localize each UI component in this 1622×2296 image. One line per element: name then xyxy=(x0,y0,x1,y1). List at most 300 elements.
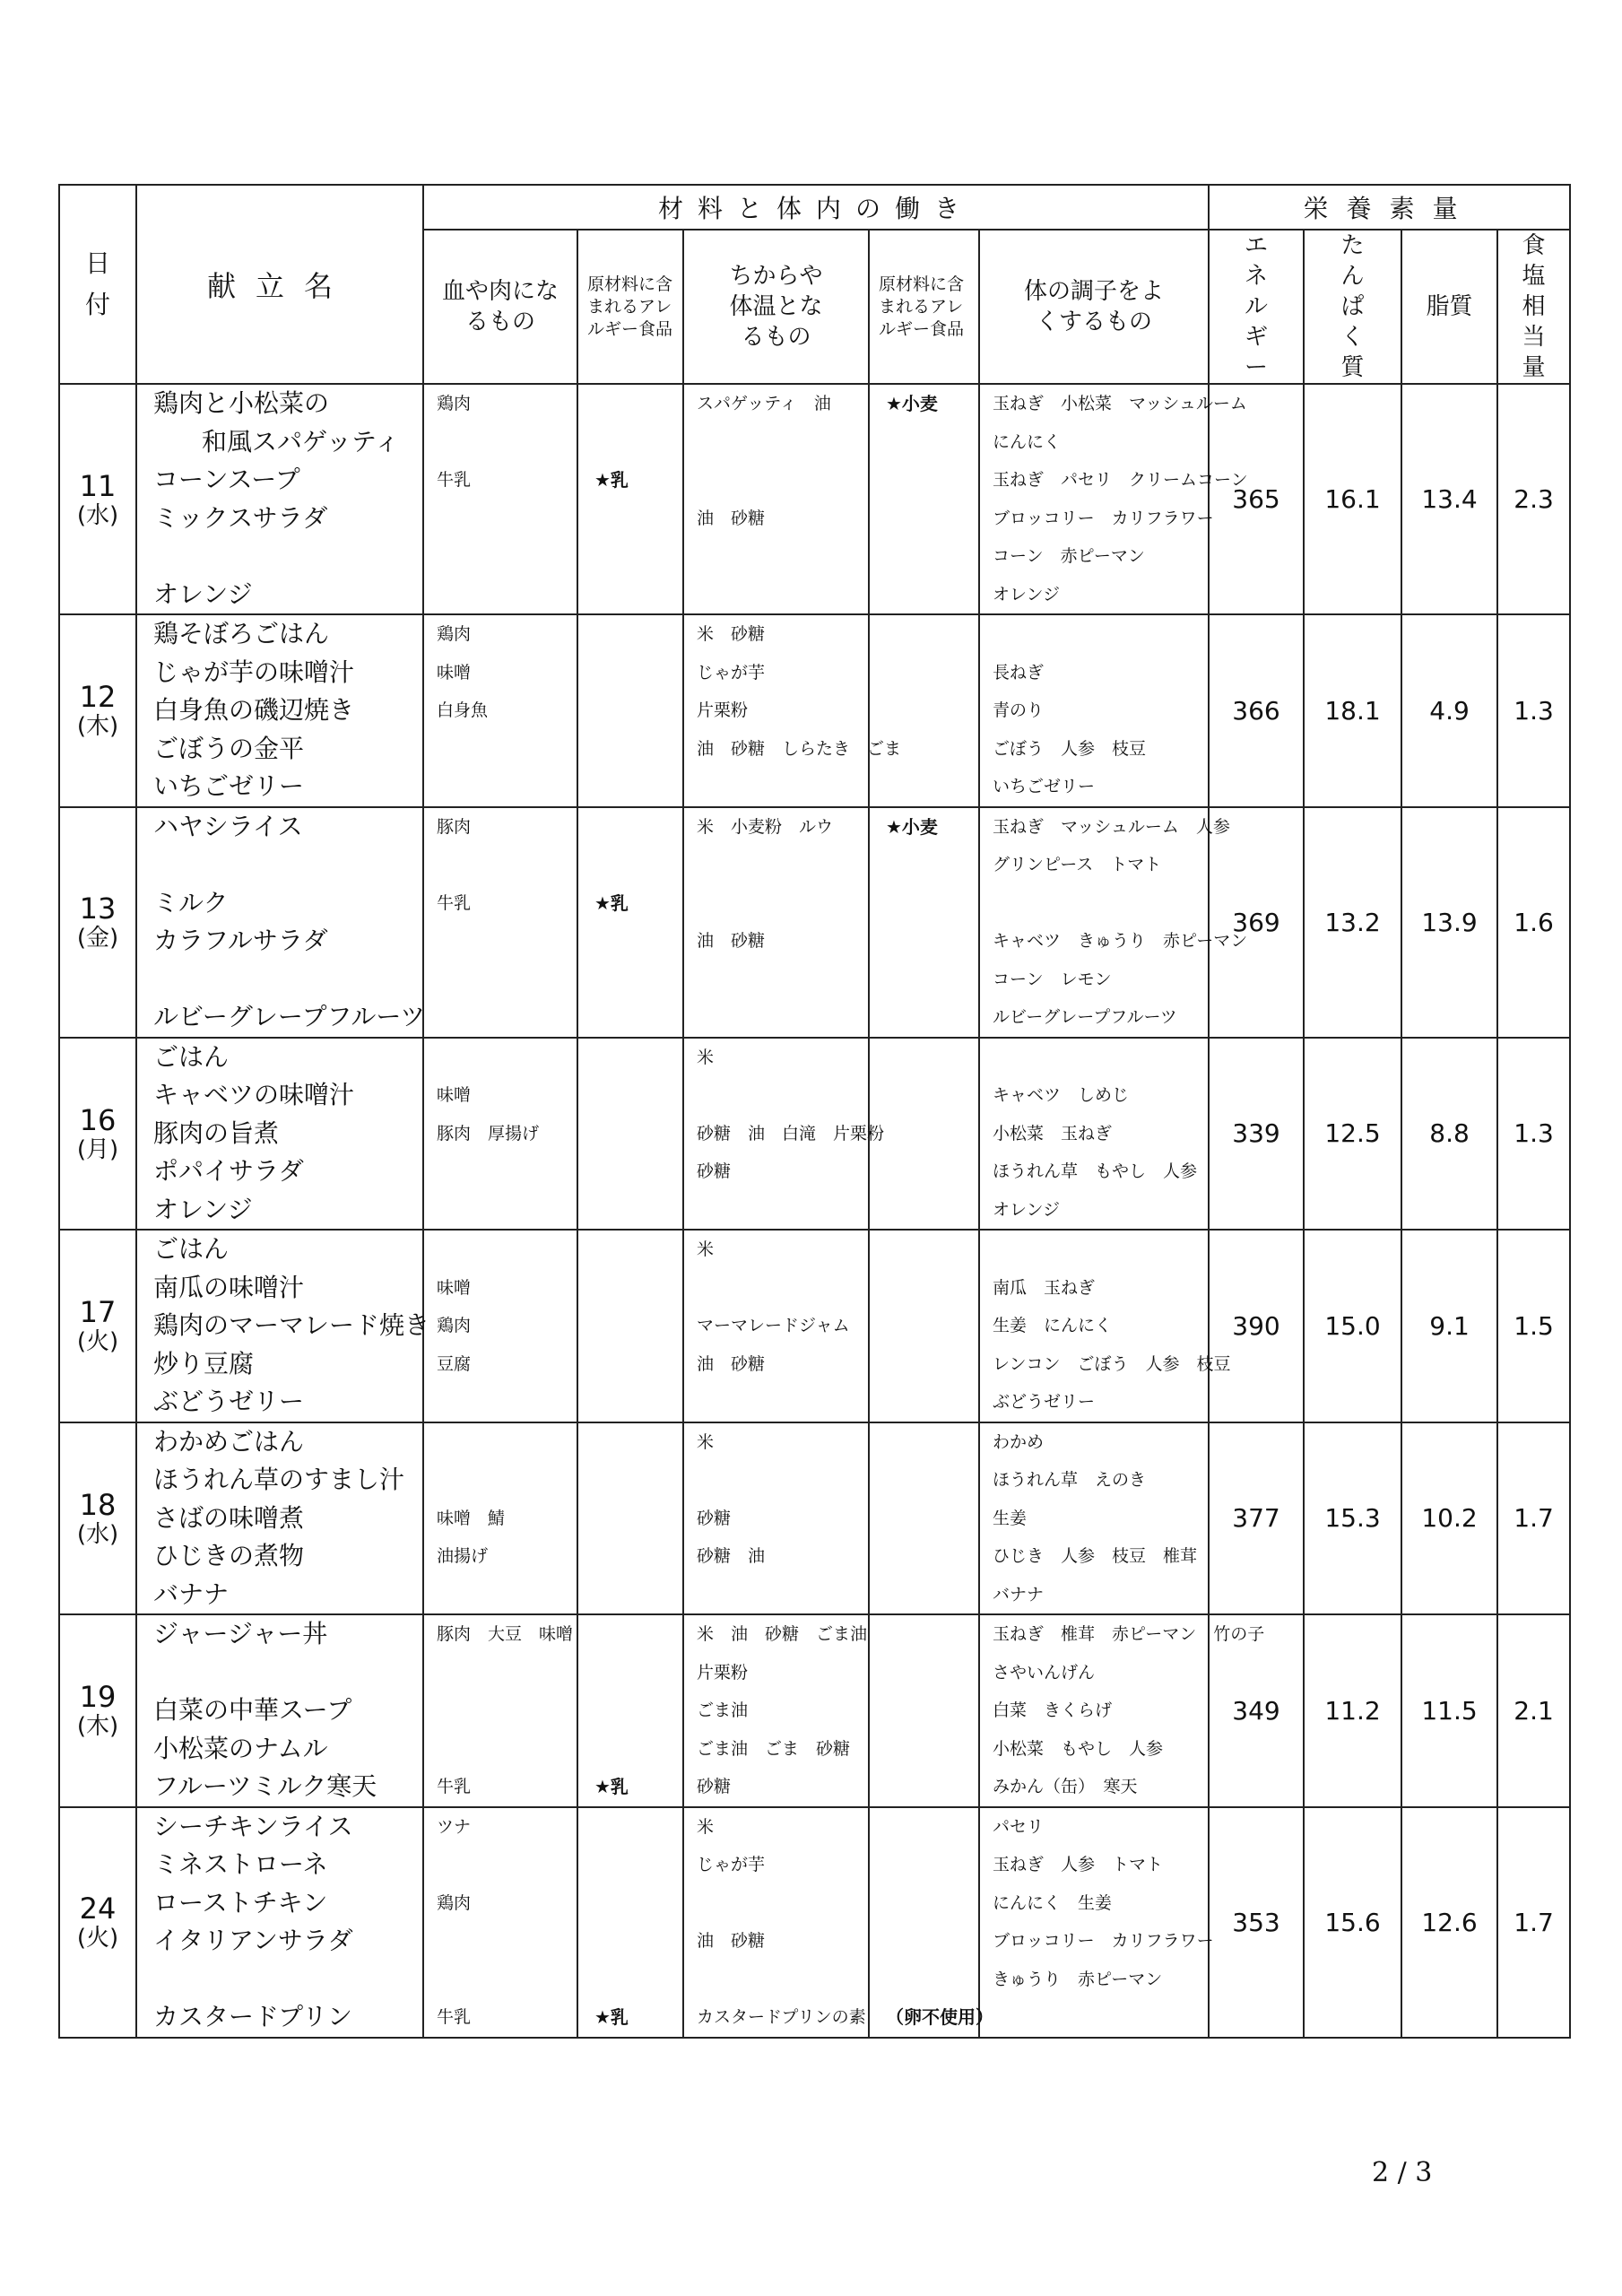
blood-meat-item xyxy=(424,1922,577,1961)
dish-name: じゃが芋の味噌汁 xyxy=(153,657,355,687)
allergy-item xyxy=(578,1423,682,1462)
energy-food-item: 米 xyxy=(697,1239,715,1259)
protein-value: 15.6 xyxy=(1304,1807,1401,2038)
day-number: 11 xyxy=(79,468,117,503)
dish-name: ジャージャー丼 xyxy=(153,1619,328,1648)
dish-name: イタリアンサラダ xyxy=(153,1926,353,1955)
fat-value: 8.8 xyxy=(1401,1038,1497,1231)
allergy-cell xyxy=(577,1230,683,1422)
dish-cell xyxy=(136,1038,423,1231)
allergy-item xyxy=(578,1615,682,1654)
allergy-item xyxy=(578,576,682,614)
energy-value: 369 xyxy=(1209,807,1304,1038)
allergy-item xyxy=(870,1383,978,1422)
blood-meat-item: 鶏肉 xyxy=(437,624,472,644)
blood-meat-cell xyxy=(423,614,577,807)
blood-meat-item xyxy=(424,576,577,614)
header-allergy-1: 原材料に含まれるアレルギー食品 xyxy=(577,230,683,384)
blood-meat-item: 豚肉 大豆 味噌 xyxy=(437,1624,574,1644)
dish-cell xyxy=(136,1230,430,1422)
allergy-item xyxy=(578,961,682,999)
dish-name: ごぼうの金平 xyxy=(153,733,305,763)
blood-meat-item: 味噌 xyxy=(437,1085,472,1105)
dish-name: カスタードプリン xyxy=(153,2002,353,2031)
energy-food-item xyxy=(684,1461,868,1500)
menu-row xyxy=(59,1038,1570,1231)
energy-food-item xyxy=(684,998,868,1037)
blood-meat-item: 油揚げ xyxy=(437,1546,489,1566)
body-condition-item: パセリ xyxy=(993,1816,1045,1837)
dish-name: ポパイサラダ xyxy=(153,1156,304,1186)
menu-row xyxy=(59,614,1570,807)
body-condition-item: 玉ねぎ 小松菜 マッシュルーム xyxy=(993,394,1247,413)
energy-food-item: ごま油 xyxy=(697,1700,749,1720)
energy-food-item: 砂糖 xyxy=(697,1777,732,1796)
body-condition-cell xyxy=(979,614,1209,807)
allergy-cell xyxy=(869,1230,979,1422)
dish-name: ルビーグレープフルーツ xyxy=(153,1002,426,1031)
body-condition-item xyxy=(980,884,1208,923)
allergy-item xyxy=(578,654,682,692)
allergy-item xyxy=(870,576,978,614)
body-condition-item xyxy=(980,615,1208,654)
body-condition-item: 生姜 xyxy=(993,1508,1028,1528)
menu-row xyxy=(59,807,1570,1038)
blood-meat-item: 味噌 xyxy=(437,662,472,683)
allergy-item xyxy=(870,1423,978,1462)
energy-food-item: 米 xyxy=(697,1047,715,1067)
blood-meat-item: 牛乳 xyxy=(437,2007,472,2027)
weekday: (木) xyxy=(76,713,119,741)
body-condition-item: 小松菜 もやし 人参 xyxy=(993,1738,1164,1759)
blood-meat-item xyxy=(424,500,577,538)
blood-meat-cell xyxy=(423,807,577,1038)
body-condition-cell xyxy=(979,807,1248,1038)
allergy-item xyxy=(870,1654,978,1692)
allergy-item xyxy=(578,1884,682,1923)
dish-name xyxy=(137,1654,422,1692)
blood-meat-item xyxy=(424,1692,577,1730)
body-condition-item: 生姜 にんにく xyxy=(993,1316,1113,1335)
dish-name: ハヤシライス xyxy=(153,811,303,841)
energy-food-item xyxy=(684,1884,868,1923)
blood-meat-item xyxy=(424,1152,577,1191)
dish-name: オレンジ xyxy=(153,1194,253,1224)
body-condition-item xyxy=(980,1231,1208,1269)
dish-name: 和風スパゲッティ xyxy=(202,426,400,457)
dish-name: オレンジ xyxy=(153,578,253,609)
blood-meat-item xyxy=(424,998,577,1037)
body-condition-item: さやいんげん xyxy=(993,1662,1096,1683)
blood-meat-item xyxy=(424,961,577,999)
energy-food-item xyxy=(684,1076,868,1115)
blood-meat-item xyxy=(424,768,577,806)
allergy-item xyxy=(870,1537,978,1576)
energy-food-item xyxy=(684,1383,868,1422)
dish-cell xyxy=(136,384,423,614)
header-fat: 脂質 xyxy=(1401,230,1497,384)
body-condition-item: 青のり xyxy=(993,700,1045,720)
blood-meat-cell xyxy=(423,1422,577,1615)
allergy-item xyxy=(578,1152,682,1191)
weekday: (金) xyxy=(76,925,119,952)
weekday: (水) xyxy=(76,501,119,529)
energy-food-cell xyxy=(683,614,902,807)
header-energy: エネルギー xyxy=(1209,230,1304,384)
day-number: 13 xyxy=(79,891,117,926)
energy-food-cell xyxy=(683,1230,869,1422)
body-condition-item: コーン レモン xyxy=(993,969,1112,989)
weekday: (木) xyxy=(76,1713,119,1741)
dish-name: ごはん xyxy=(153,1234,230,1264)
blood-meat-item: 豆腐 xyxy=(437,1353,472,1374)
salt-value: 1.5 xyxy=(1497,1230,1570,1422)
blood-meat-item: 豚肉 厚揚げ xyxy=(437,1123,540,1144)
energy-value: 349 xyxy=(1209,1614,1304,1807)
allergy-cell xyxy=(577,1422,683,1615)
day-number: 19 xyxy=(79,1680,117,1715)
dish-cell xyxy=(136,1614,423,1807)
dish-name: ごはん xyxy=(153,1041,230,1072)
fat-value: 13.9 xyxy=(1401,807,1497,1038)
salt-value: 1.3 xyxy=(1497,1038,1570,1231)
fat-value: 13.4 xyxy=(1401,384,1497,614)
allergy-item xyxy=(870,1307,978,1345)
body-condition-item: ごぼう 人参 枝豆 xyxy=(993,738,1147,759)
allergy-item xyxy=(578,1076,682,1115)
protein-value: 13.2 xyxy=(1304,807,1401,1038)
allergy-item xyxy=(870,1730,978,1769)
allergy-item xyxy=(870,1768,978,1806)
body-condition-item: ほうれん草 もやし 人参 xyxy=(993,1161,1198,1181)
allergy-item xyxy=(578,1692,682,1730)
allergy-item xyxy=(870,1191,978,1230)
allergy-item xyxy=(870,1231,978,1269)
body-condition-item: ブロッコリー カリフラワー xyxy=(993,508,1214,528)
allergy-item xyxy=(870,423,978,462)
allergy-item xyxy=(870,654,978,692)
allergy-item xyxy=(578,768,682,806)
energy-food-item xyxy=(684,461,868,500)
blood-meat-item xyxy=(424,1654,577,1692)
dish-name: ぶどうゼリー xyxy=(153,1387,305,1416)
allergy-item xyxy=(578,1115,682,1153)
header-energy-heat: ちからや体温となるもの xyxy=(683,230,869,384)
energy-food-item: 油 砂糖 xyxy=(697,508,766,528)
blood-meat-item xyxy=(424,1191,577,1230)
energy-food-item: 油 砂糖 xyxy=(697,1353,766,1374)
body-condition-item: 小松菜 玉ねぎ xyxy=(993,1123,1113,1144)
date-cell xyxy=(59,1807,136,2038)
date-cell xyxy=(59,384,136,614)
energy-food-item xyxy=(684,846,868,884)
blood-meat-item xyxy=(424,1846,577,1884)
allergy-cell xyxy=(869,1422,979,1615)
allergy-item xyxy=(578,846,682,884)
protein-value: 12.5 xyxy=(1304,1038,1401,1231)
allergy-item xyxy=(870,768,978,806)
dish-name: 白身魚の磯辺焼き xyxy=(153,695,355,725)
allergy-item xyxy=(578,922,682,961)
header-nutrition: 栄養素量 xyxy=(1209,185,1570,230)
body-condition-item: にんにく 生姜 xyxy=(993,1892,1113,1913)
energy-food-item: 砂糖 油 xyxy=(697,1546,766,1566)
dish-name: 南瓜の味噌汁 xyxy=(153,1272,305,1302)
dish-name: 鶏肉のマーマレード焼き xyxy=(153,1310,430,1340)
weekday: (月) xyxy=(76,1135,119,1163)
allergy-item xyxy=(870,1615,978,1654)
dish-name: わかめごはん xyxy=(153,1426,305,1457)
blood-meat-item: 鶏肉 xyxy=(437,1892,472,1913)
energy-food-item: カスタードプリンの素 xyxy=(697,2007,866,2027)
allergy-cell xyxy=(869,1807,993,2038)
allergy-item xyxy=(578,1846,682,1884)
menu-row xyxy=(59,1422,1570,1615)
allergy-item: ★小麦 xyxy=(886,393,938,414)
body-condition-item: 玉ねぎ パセリ クリームコーン xyxy=(993,470,1248,490)
body-condition-item: オレンジ xyxy=(993,584,1061,604)
salt-value: 1.6 xyxy=(1497,807,1570,1038)
allergy-item xyxy=(870,1961,978,1999)
body-condition-item: ほうれん草 えのき xyxy=(993,1470,1147,1490)
allergy-item xyxy=(870,1115,978,1153)
blood-meat-item: 豚肉 xyxy=(437,816,472,837)
dish-name xyxy=(137,1961,422,1999)
energy-food-item xyxy=(684,961,868,999)
dish-name: 鶏そぼろごはん xyxy=(153,619,330,648)
header-salt: 食塩相当量 xyxy=(1497,230,1570,384)
allergy-item: ★乳 xyxy=(594,891,629,914)
dish-name: バナナ xyxy=(153,1578,230,1609)
fat-value: 11.5 xyxy=(1401,1614,1497,1807)
salt-value: 1.7 xyxy=(1497,1807,1570,2038)
allergy-item xyxy=(578,1307,682,1345)
salt-value: 1.3 xyxy=(1497,614,1570,807)
dish-cell xyxy=(136,1807,423,2038)
allergy-cell xyxy=(577,1038,683,1231)
date-cell xyxy=(59,807,136,1038)
salt-value: 2.3 xyxy=(1497,384,1570,614)
date-cell xyxy=(59,1038,136,1231)
blood-meat-item xyxy=(424,922,577,961)
allergy-cell xyxy=(869,807,979,1038)
allergy-item xyxy=(870,1576,978,1614)
allergy-item xyxy=(578,1654,682,1692)
allergy-item xyxy=(578,537,682,576)
menu-row xyxy=(59,1230,1570,1422)
blood-meat-item xyxy=(424,1383,577,1422)
energy-value: 339 xyxy=(1209,1038,1304,1231)
dish-name: 鶏肉と小松菜の xyxy=(153,388,330,418)
menu-row xyxy=(59,1807,1570,2038)
header-body-condition: 体の調子をよくするもの xyxy=(979,230,1209,384)
energy-food-item: じゃが芋 xyxy=(697,662,766,683)
allergy-cell xyxy=(869,1614,979,1807)
blood-meat-cell xyxy=(423,384,577,614)
body-condition-cell xyxy=(979,1230,1231,1422)
allergy-item xyxy=(578,1345,682,1384)
blood-meat-item: 鶏肉 xyxy=(437,394,472,413)
allergy-cell xyxy=(577,614,683,807)
day-number: 17 xyxy=(79,1295,117,1330)
allergy-cell xyxy=(577,384,683,614)
dish-name: ほうれん草のすまし汁 xyxy=(153,1465,405,1494)
blood-meat-item: 味噌 xyxy=(437,1277,472,1298)
blood-meat-item xyxy=(424,1461,577,1500)
menu-row xyxy=(59,384,1570,614)
body-condition-item: オレンジ xyxy=(993,1199,1061,1220)
dish-cell xyxy=(136,1422,423,1615)
energy-food-cell xyxy=(683,1038,885,1231)
dish-cell xyxy=(136,807,426,1038)
blood-meat-cell xyxy=(423,1614,577,1807)
blood-meat-cell xyxy=(423,1230,577,1422)
protein-value: 11.2 xyxy=(1304,1614,1401,1807)
dish-name: 豚肉の旨煮 xyxy=(153,1118,280,1148)
body-condition-item: バナナ xyxy=(993,1584,1045,1605)
blood-meat-item: 味噌 鯖 xyxy=(437,1508,506,1528)
allergy-item: （卵不使用） xyxy=(886,2006,993,2028)
fat-value: 12.6 xyxy=(1401,1807,1497,2038)
energy-value: 353 xyxy=(1209,1807,1304,2038)
allergy-item xyxy=(578,998,682,1037)
allergy-item xyxy=(578,1808,682,1847)
blood-meat-item: 鶏肉 xyxy=(437,1316,472,1335)
dish-name: コーンスープ xyxy=(153,465,300,494)
allergy-item xyxy=(578,1537,682,1576)
energy-food-item xyxy=(684,1191,868,1230)
blood-meat-item xyxy=(424,1231,577,1269)
body-condition-item: キャベツ しめじ xyxy=(993,1085,1130,1105)
allergy-item xyxy=(870,998,978,1037)
energy-food-cell xyxy=(683,1422,869,1615)
energy-food-item: スパゲッティ 油 xyxy=(697,394,831,413)
allergy-item xyxy=(870,1269,978,1308)
energy-food-cell xyxy=(683,1807,869,2038)
protein-value: 16.1 xyxy=(1304,384,1401,614)
header-ingredients: 材料と体内の働き xyxy=(423,185,1209,230)
dish-name: シーチキンライス xyxy=(153,1811,353,1841)
dish-name: 小松菜のナムル xyxy=(153,1733,328,1763)
allergy-item xyxy=(870,691,978,730)
blood-meat-item xyxy=(424,1961,577,1999)
dish-name: いちごゼリー xyxy=(153,771,305,801)
allergy-item xyxy=(578,1269,682,1308)
allergy-item xyxy=(870,1500,978,1538)
fat-value: 10.2 xyxy=(1401,1422,1497,1615)
energy-food-item: 砂糖 xyxy=(697,1161,732,1181)
energy-food-item: 米 油 砂糖 ごま油 xyxy=(697,1624,868,1644)
energy-food-item xyxy=(684,537,868,576)
body-condition-cell xyxy=(979,384,1248,614)
energy-food-item: 米 砂糖 xyxy=(697,624,766,644)
energy-food-item: じゃが芋 xyxy=(697,1855,766,1874)
header-date: 日付 xyxy=(59,185,136,384)
allergy-item xyxy=(578,1191,682,1230)
allergy-item xyxy=(870,1345,978,1384)
blood-meat-item xyxy=(424,846,577,884)
blood-meat-item xyxy=(424,537,577,576)
energy-food-cell xyxy=(683,384,869,614)
weekday: (水) xyxy=(76,1520,119,1548)
day-number: 18 xyxy=(79,1487,117,1522)
allergy-item xyxy=(870,1076,978,1115)
energy-food-item: 片栗粉 xyxy=(697,700,749,720)
salt-value: 2.1 xyxy=(1497,1614,1570,1807)
allergy-item xyxy=(870,1692,978,1730)
dish-name xyxy=(137,961,422,999)
date-cell xyxy=(59,1422,136,1615)
blood-meat-item xyxy=(424,1730,577,1769)
blood-meat-item: 白身魚 xyxy=(437,700,489,720)
allergy-cell xyxy=(869,614,979,807)
energy-value: 390 xyxy=(1209,1230,1304,1422)
allergy-item xyxy=(870,461,978,500)
allergy-item xyxy=(578,1231,682,1269)
energy-food-cell xyxy=(683,807,869,1038)
school-lunch-menu-table xyxy=(58,184,1571,2039)
energy-food-item: 砂糖 油 白滝 片栗粉 xyxy=(697,1123,885,1144)
energy-food-item: マーマレードジャム xyxy=(697,1316,850,1335)
allergy-cell xyxy=(869,384,979,614)
blood-meat-item xyxy=(424,730,577,769)
allergy-item xyxy=(870,1461,978,1500)
allergy-item: ★小麦 xyxy=(886,815,938,838)
body-condition-item: コーン 赤ピーマン xyxy=(993,546,1145,566)
header-protein: たんぱく質 xyxy=(1304,230,1401,384)
energy-food-item xyxy=(684,576,868,614)
blood-meat-item xyxy=(424,423,577,462)
dish-name: 白菜の中華スープ xyxy=(153,1695,352,1725)
allergy-cell xyxy=(577,1807,683,2038)
allergy-item: ★乳 xyxy=(594,469,629,491)
body-condition-cell xyxy=(979,1422,1209,1615)
allergy-item xyxy=(870,846,978,884)
allergy-item xyxy=(870,1039,978,1077)
allergy-item xyxy=(578,423,682,462)
body-condition-item: ぶどうゼリー xyxy=(993,1392,1096,1412)
allergy-item xyxy=(870,537,978,576)
allergy-item xyxy=(578,1383,682,1422)
energy-food-item xyxy=(684,1576,868,1614)
energy-food-item xyxy=(684,884,868,923)
dish-name: ミルク xyxy=(153,887,229,918)
energy-food-item xyxy=(684,1269,868,1308)
body-condition-cell xyxy=(979,1038,1209,1231)
dish-name: カラフルサラダ xyxy=(153,926,328,955)
body-condition-item: きゅうり 赤ピーマン xyxy=(993,1969,1163,1989)
energy-food-item: 片栗粉 xyxy=(697,1662,749,1683)
blood-meat-item: 牛乳 xyxy=(437,1777,472,1796)
energy-food-cell xyxy=(683,1614,869,1807)
allergy-item xyxy=(578,1500,682,1538)
body-condition-item: キャベツ きゅうり 赤ピーマン xyxy=(993,931,1248,951)
header-allergy-2: 原材料に含まれるアレルギー食品 xyxy=(869,230,979,384)
allergy-item xyxy=(870,615,978,654)
blood-meat-cell xyxy=(423,1807,577,2038)
allergy-item xyxy=(870,1846,978,1884)
protein-value: 15.0 xyxy=(1304,1230,1401,1422)
body-condition-item: グリンピース トマト xyxy=(993,855,1162,874)
header-blood-meat: 血や肉になるもの xyxy=(423,230,577,384)
dish-cell xyxy=(136,614,423,807)
allergy-item xyxy=(578,500,682,538)
body-condition-cell xyxy=(979,1807,1214,2038)
header-menu-name: 献立名 xyxy=(136,185,423,384)
allergy-item xyxy=(578,691,682,730)
body-condition-item xyxy=(980,1039,1208,1077)
blood-meat-cell xyxy=(423,1038,577,1231)
